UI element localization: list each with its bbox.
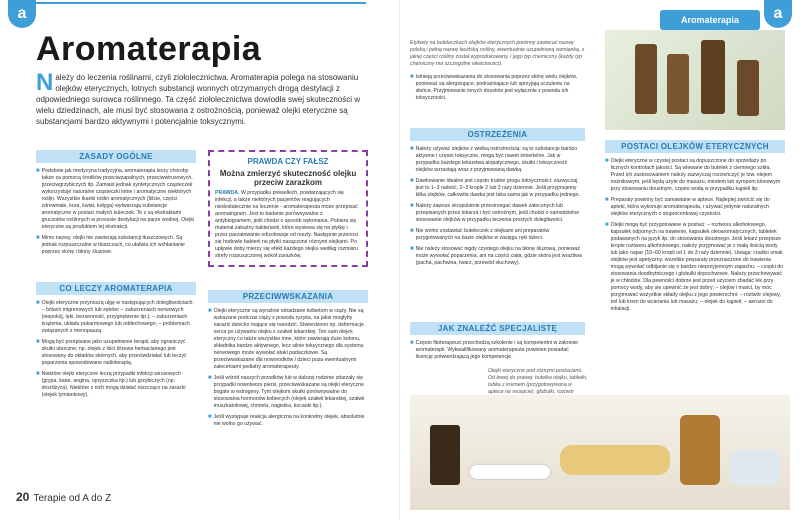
bottle-image <box>635 44 657 114</box>
intro-paragraph <box>36 69 376 127</box>
leczy-heading: CO LECZY AROMATERAPIA <box>36 282 196 295</box>
bottle-image <box>680 415 720 485</box>
ostrozenia-heading: OSTRZEŻENIA <box>410 128 585 141</box>
list-item: ■ Istnieją przeciwwskazania do stosowania poprzez skórę wielu olejków, ponieważ są alergizujące, podrażniające lub sprzyjają uczuleniu na słońce. Przyjmowanie innych doustnie jest wyłącznie z powodu ich toksyczności. <box>410 74 578 101</box>
page-number: 20 <box>16 490 30 504</box>
bullet-icon: ■ <box>410 203 414 209</box>
letter-tab-right: a <box>764 0 792 28</box>
drop-cap: N <box>36 69 54 96</box>
bullet-icon: ■ <box>410 228 414 234</box>
page-footer <box>16 490 111 504</box>
bullet-icon: ■ <box>208 308 212 314</box>
right-top-section <box>410 40 585 106</box>
postaci-section <box>605 140 785 317</box>
globules-image <box>560 445 670 475</box>
list-item: ■ Nie należy stosować nigdy czystego olejku na błonę śluzową, ponieważ może wywołać poparzenia, ani na części ciała, gdzie skóra jest wrażliwa (pacha, pachwina, twarz, przewód słuchowy). <box>410 246 582 266</box>
list-item: ■ Mimo nazwy, olejki nie zawierają substancji tłuszczowych. Są jednak rozpuszczalne w tłuszczach, co ułatwia ich wchłanianie poprzez skórę i błony śluzowe. <box>36 235 185 255</box>
gel-jar-image <box>730 450 780 485</box>
bullet-icon: ■ <box>36 168 40 174</box>
right-page <box>400 0 800 520</box>
bullet-icon: ■ <box>605 222 609 228</box>
bullet-icon: ■ <box>410 340 414 346</box>
photo-caption: Olejki eteryczne pod różnymi postaciami. Od lewej do prawej: butelka olejku, tabletki, tubka z kremem (przygotowywaną w aptece na recepcie), globulki, roztwór <box>488 368 588 395</box>
bullet-icon: ■ <box>410 246 414 252</box>
oil-bottles-photo <box>605 30 785 130</box>
list-item: ■ Niektóre olejki eteryczne leczą przypadki infekcji wirusowych (grypa, katar, angina, opryszczka itp.) lub grzybiczych (np. drożdżyca). Niektóre z nich mogą działać niszcząco na zarazki (olejek tymiankowy). <box>36 371 186 398</box>
zasady-section <box>36 150 196 260</box>
footer-label: Terapie od A do Z <box>33 493 112 504</box>
list-item: ■ Dawkowanie idealne jest często trudne progu toksyczności: zazwyczaj jest to 1–3 radość, 2–3 krople 2 lub 3 razy dziennie. Jeśli przyjmujemy kilka olejków, całkowita dawka jest taka sama jak w przypadku jednego. <box>410 178 580 198</box>
specjalista-heading: JAK ZNALEŹĆ SPECJALISTĘ <box>410 322 585 335</box>
section-header-bar: Aromaterapia <box>660 10 760 30</box>
bottle-image <box>701 40 725 114</box>
list-item: ■ Olejki eteryczne są wyraźnie odradzane kobietom w ciąży. Nie są wskazane podczas ciąży z powodu ryzyka, na jakie mogłyby narazić dziecko mające się narodzić. Stwierdzono np. deformacje serca po używaniu olejku z szałwii lekarskiej. Ten sam olejek eteryczny co także wszystkie inne, które zawierają duże ketonu, składnika bardzo aktywnego, lecz silnie toksycznego dla systemu nerwowego może wywołać ataki padaczkowe. Są przeciwwskazane dla noworodków i dzieci poza ewentualnymi zaleceniami pediatry aromaterapeuty. <box>208 308 364 370</box>
bullet-icon: ■ <box>36 300 40 306</box>
list-item: ■ Należy używać olejków z wielką ostrożnością: są to substancje bardzo aktywne i często toksyczne, mogą być nawet śmiertelne. Jak w przypadku każdego lekarstwa alopatycznego, skutki i toksyczność olejków wzrastają wraz z przyjmowaną dawką. <box>410 146 578 173</box>
bullet-icon: ■ <box>410 178 414 184</box>
bottle-image <box>430 425 460 485</box>
bottle-image <box>737 60 759 116</box>
list-item: ■ Nie wolno zostawiać buteleczek z olejkami ani preparatów przygotowanych na bazie olejków w zasięgu ręki dzieci. <box>410 228 550 241</box>
ostrozenia-section <box>410 128 585 271</box>
top-rule-left <box>36 2 366 4</box>
list-item: ■ Należy zawsze skrupulatnie przestrzegać dawek zaleconych lub przepisanych przez lekarza i być ostrożnym, jeśli chodzi o samodzielne stosowanie olejków w przypadku leczenia prostych dolegliwości. <box>410 203 580 223</box>
bullet-icon: ■ <box>605 197 609 203</box>
list-item: ■ Olejki eteryczne w czystej postaci są dopuszczone do sprzedaży po licznych kontrolach jakości. Są wlewane do butelek z ciemnego szkła. Przed ich zastosowaniem należy zazwyczaj rozcieńczyć je tzw. olejem nośnikowym, jeśli będą użyte do masażu, miodem lub syropem klonowym przy stosowaniu doustnym, często wodą w przypadku kąpieli itp. <box>605 158 781 192</box>
bullet-icon: ■ <box>605 158 609 164</box>
postaci-heading: POSTACI OLEJKÓW ETERYCZNYCH <box>605 140 785 153</box>
intro-text: ależy do leczenia roślinami, czyli ziołolecznictwa. Aromaterapia polega na stosowaniu olejków eterycznych, lotnych substancji wonnych otrzymanych drogą destylacji z odpowiedniego surowca roślinnego. Ta część ziołolecznictwa dowiodła swej skuteczności w wielu dziedzinach, ale musi być stosowana z ostrożnością, ponieważ olejki eteryczne są substancjami bardzo aktywnymi i potencjalnie toksycznymi. <box>36 73 361 126</box>
bullet-icon: ■ <box>36 371 40 377</box>
prawda-heading: PRAWDA CZY FAŁSZ <box>247 157 329 166</box>
list-item: ■ Preparaty powinny być zamawiane w aptece. Najlepiej zwrócić się do apteki, która wykonuje aromaterapeuta, i używać jedynie naturalnych olejków eterycznych o stuprocentowej czystości. <box>605 197 770 217</box>
preparations-photo <box>410 395 790 510</box>
przeciw-section <box>208 290 368 432</box>
leczy-section <box>36 282 196 403</box>
page-title: Aromaterapia <box>36 30 262 68</box>
zasady-heading: ZASADY OGÓLNE <box>36 150 196 163</box>
bullet-icon: ■ <box>208 414 212 420</box>
list-item: ■ Olejki mogą być przygotowane w postaci: – roztworu alkoholowego, kapsułek odpornych na trawienie, kapsułek oleoaromatycznych, tabletek podawanych na język itp. do stosowania doustnego. Jeśli lekarz przepisze krople roztworu alkoholowego, należy przyjmować je z małą ilością wody lub jako napar (10–60 kropli od 1 do 3 razy dziennie). Uwaga: rzadko smak olejków jest apetyczny, wszelkie preparaty przeznaczone do trawienia mogą wywołać odbijanie się o bardzo nieprzyjemnym zapachu; – czopki do stosowania doodbytniczego i globulki dopochwowe. Należy przechowywać je w chłodzie. Dla pewności dobrze jest przed użyciem zbadać lek przy pomocy wody, aby się upewnić że jest dobry; – olejów i maści, by móc przyjmować wszystkie składy olejku z jego powierzchni: – roztwór olejowy, żel lub krem do wcierania lub masażu; – olejek do kąpieli; – aerozol do inhalacji. <box>605 222 784 312</box>
list-item: ■ Jeśli występuje reakcja alergiczna na konkretny olejek, absolutnie nie wolno go używać. <box>208 414 365 427</box>
specjalista-section <box>410 322 585 365</box>
list-item: ■ Jeśli wśród naszych przodków lub w dalszej rodzinie zdarzały się przypadki nowotworu piersi, przeciwwskazane są olejki eteryczne bogate w estrogeny. Tym olejkom skutki porównywalne do stosowania hormonów kobiecych (olejek szałwii lekarskiej, szałwii muszkatołowej, chmielu, nagietka, kocanki itp.). <box>208 375 365 409</box>
bullet-icon: ■ <box>36 235 40 241</box>
list-item: ■ Mogą być przepisane jako uzupełnienie terapii, aby ograniczyć skutki uboczne; np. olejek z liści drzewa herbacianego jest stosowany do okładów skórnych, aby przeciwdziałać lub leczyć poparzenia spowodowane radioterapią. <box>36 339 187 366</box>
bullet-icon: ■ <box>410 74 414 80</box>
bottle-image <box>667 54 689 114</box>
prawda-body: PRAWDA. W przypadku prewelkich, powtarzających się infekcji, a także niektórych pacjentów reagujących niedostatecznie na leczenie - aromaterapeuta może przepisać aromatogram. Jest to badanie porównywalne z antybiogramem, jeśli chodzi o sposób wykonania. Pobiera się materiał zakaźny bakteriami, które wysiewa się na płytkę i przez parzatowanie odizolowuje od reszty. Następnie przenosi się hodowle bakterii na płytki nasączone różnymi olejkami. Po upływie doby mierzy się efekt każdego olejku według rozmiaru strefy rozpuszczonej wokół zarazków. <box>215 190 359 259</box>
label-note: Etykiety na buteleczkach olejków eterycznych powinny zawierać nazwę polską i pełną nazwę łacińską rośliny, ewentualnie uzupełnioną wzmianką, z jakiej części rośliny został wyprodukowany, i jego typ chemiczny (każdy typ chemiczny ma szczególne właściwości). <box>410 40 585 67</box>
przeciw-heading: PRZECIWWSKAZANIA <box>208 290 368 303</box>
list-item: ■ Olejki eteryczne przynoszą ulgę w następujących dolegliwościach: – bólach migrenowych lub zębów; – zaburzeniach nerwowych (niepokój, lęki, bezsenność, przygnębienie itp.); – zaburzeniach krążenia, układu pokarmowego lub oddechowego; – problemach związanych z menopauzą. <box>36 300 194 334</box>
prawda-box <box>208 150 368 267</box>
prawda-title: Można zmierzyć skuteczność olejku przeciw zarazkom <box>219 169 357 187</box>
tablets-image <box>470 465 550 479</box>
list-item: ■ Podobnie jak medycyna tradycyjna, aromaterapia leczy choroby także za pomocą środków przeciwzapalnych, przeciwwirusowych, przeciwgrzybiczych itp. Zamiast jednak syntetycznych cząsteczek wykorzystuje naturalne cząsteczki lotne i aromatyczne niektórych roślin. Wszystkie tkanki roślin aromatycznych (liście, części zdrewniałe, kora, kwiat, kołyga) wytwarzają substancje aromatyczne w postaci małych kuleczek. Te z są ekstraktami gruczołów roślinnych w procesie destylacji na parze wodnej. Olejki eteryczne są produktem tej ekstrakcji. <box>36 168 195 230</box>
list-item: ■ Często fitoterapeuci przechodzą szkolenie i są kompetentni w zakresie aromaterapii. Wykwalifikowany aromaterapeuta powinien posiadać licencję potwierdzającą jego kompetencje. <box>410 340 578 360</box>
bullet-icon: ■ <box>410 146 414 152</box>
letter-tab-left: a <box>8 0 36 28</box>
bullet-icon: ■ <box>36 339 40 345</box>
bullet-icon: ■ <box>208 375 212 381</box>
